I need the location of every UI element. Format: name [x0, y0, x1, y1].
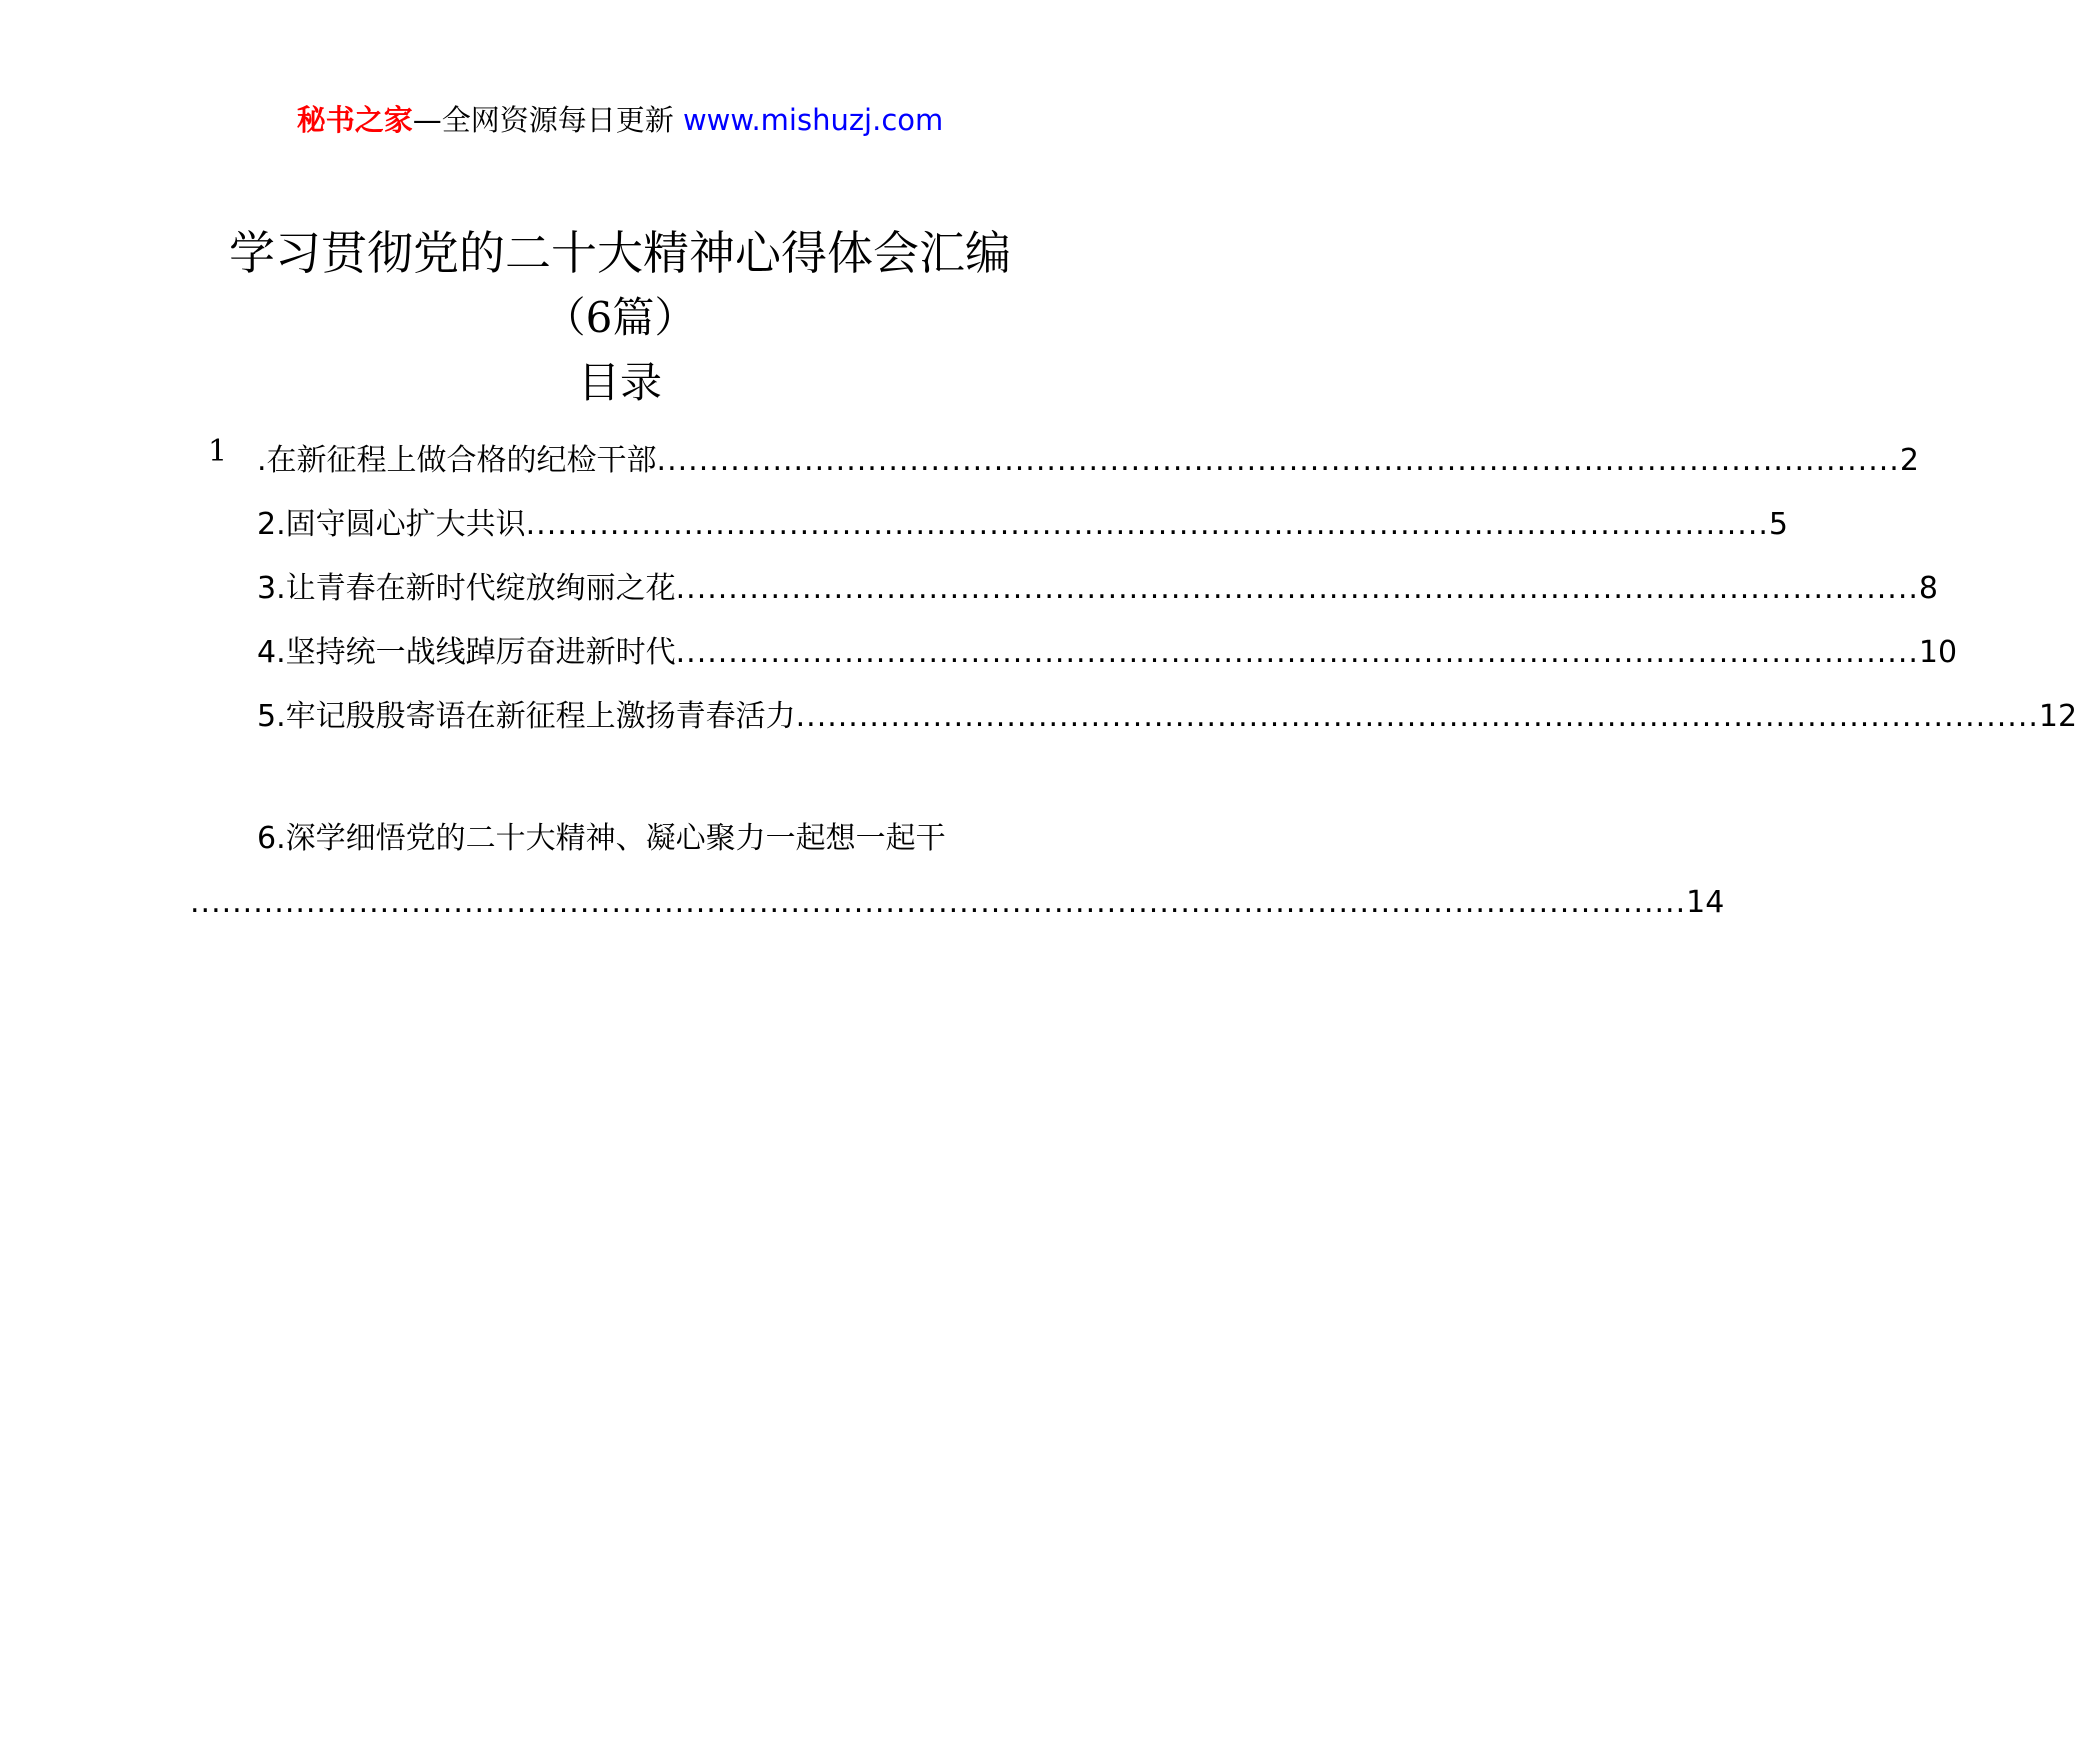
toc-entry-page: 10: [1918, 635, 1958, 670]
site-slogan: —全网资源每日更新: [412, 103, 683, 137]
toc-entry[interactable]: [190, 880, 1725, 926]
toc-entry-label: 5.牢记殷殷寄语在新征程上激扬青春活力: [257, 699, 796, 734]
toc-entry-label: .在新征程上做合格的纪检干部: [257, 443, 657, 478]
site-brand: 秘书之家: [296, 103, 413, 137]
count-open-paren: （: [543, 293, 586, 342]
toc-entry[interactable]: [257, 566, 1938, 612]
toc-entry-page: 8: [1918, 571, 1938, 606]
toc-entry-page: 12: [2038, 699, 2077, 734]
toc-dot-leader: ......................................................................................................................: [525, 507, 1769, 542]
toc-entry-label: 2.固守圆心扩大共识: [257, 507, 526, 542]
toc-entry[interactable]: [257, 438, 1919, 484]
site-header: [0, 100, 1240, 140]
count-unit: 篇: [612, 293, 655, 342]
toc-heading: 目录: [577, 358, 662, 407]
toc-entry-page: 14: [1686, 885, 1725, 920]
toc-entry-page: 5: [1768, 507, 1788, 542]
document-title: 学习贯彻党的二十大精神心得体会汇编: [229, 226, 1011, 280]
toc-entry-label[interactable]: 6.深学细悟党的二十大精神、凝心聚力一起想一起干: [257, 821, 946, 856]
toc-entry-label: 4.坚持统一战线踔厉奋进新时代: [257, 635, 676, 670]
toc-dot-leader: ......................................................................................................................: [675, 571, 1919, 606]
toc-entry[interactable]: [257, 694, 2077, 740]
document-article-count: [0, 290, 1240, 346]
site-url-link[interactable]: www.mishuzj.com: [682, 103, 944, 137]
toc-first-number: 1: [208, 434, 228, 469]
toc-dot-leader: ..............................................................................................................................................: [190, 885, 1687, 920]
toc-dot-leader: ......................................................................................................................: [675, 635, 1919, 670]
toc-dot-leader: ......................................................................................................................: [656, 443, 1900, 478]
toc-entry-page: 2: [1899, 443, 1919, 478]
toc-entry-label: 3.让青春在新时代绽放绚丽之花: [257, 571, 676, 606]
count-number: 6: [585, 293, 613, 342]
toc-entry[interactable]: [257, 630, 1958, 676]
count-close-paren: ）: [654, 293, 697, 342]
toc-entry[interactable]: [257, 502, 1788, 548]
toc-dot-leader: ......................................................................................................................: [795, 699, 2039, 734]
